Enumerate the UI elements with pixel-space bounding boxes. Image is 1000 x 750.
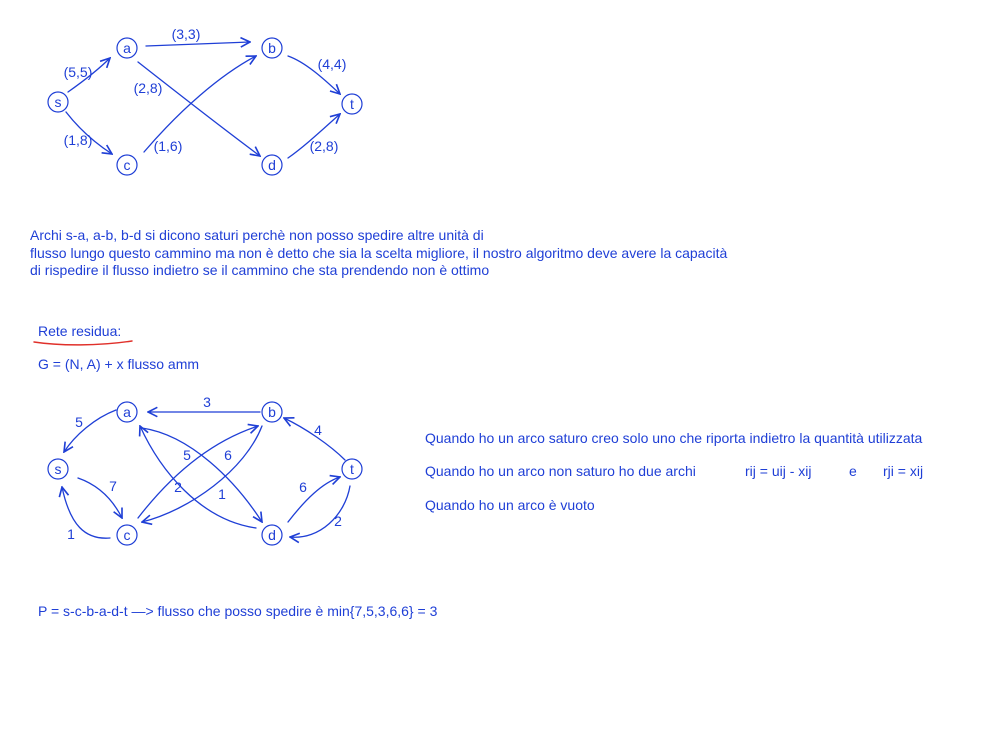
label-d-t: (2,8) [309, 138, 339, 154]
path-flow-line: P = s-c-b-a-d-t —> flusso che posso spedire è min{7,5,3,6,6} = 3 [38, 603, 438, 619]
svg-text:t: t [350, 96, 354, 112]
label-s-a: (5,5) [63, 64, 93, 80]
residual-title: Rete residua: [38, 323, 122, 339]
node-t [342, 94, 362, 114]
node-a [117, 402, 137, 422]
node-d [262, 155, 282, 175]
label-c-b: (1,6) [153, 138, 183, 154]
svg-text:s: s [54, 461, 62, 477]
label-b-t: (4,4) [317, 56, 347, 72]
node-s [48, 459, 68, 479]
node-b [262, 38, 282, 58]
edge-c-b [138, 426, 258, 518]
note-rij-formula: rij = uij - xij [745, 463, 812, 479]
edge-d-t [288, 477, 340, 522]
node-d [262, 525, 282, 545]
residual-network-graph [48, 394, 362, 545]
node-t [342, 459, 362, 479]
label-cross-6: 6 [224, 447, 232, 463]
svg-text:t: t [350, 461, 354, 477]
node-s [48, 92, 68, 112]
label-a-s: 5 [75, 414, 83, 430]
edge-d-a [140, 426, 256, 528]
note-arco-saturo: Quando ho un arco saturo creo solo uno che riporta indietro la quantità utilizzata [425, 430, 923, 446]
label-t-d: 2 [334, 513, 342, 529]
label-t-b: 4 [314, 422, 322, 438]
label-d-t: 6 [299, 479, 307, 495]
edge-a-d [142, 428, 262, 522]
svg-text:b: b [268, 404, 276, 420]
svg-text:d: d [268, 527, 276, 543]
node-a [117, 38, 137, 58]
edge-a-b [146, 42, 250, 46]
label-cross-2: 2 [174, 479, 182, 495]
edge-b-c [142, 426, 262, 522]
label-s-c: 7 [109, 478, 117, 494]
label-c-s: 1 [67, 526, 75, 542]
svg-text:b: b [268, 40, 276, 56]
label-a-b: (3,3) [171, 26, 201, 42]
svg-text:a: a [123, 40, 131, 56]
edge-a-s [64, 410, 116, 452]
svg-text:d: d [268, 157, 276, 173]
node-c [117, 155, 137, 175]
flow-network-graph [48, 26, 362, 175]
note-arco-non-saturo: Quando ho un arco non saturo ho due archi [425, 463, 696, 479]
label-s-c: (1,8) [63, 132, 93, 148]
paragraph-line-3: di rispedire il flusso indietro se il cammino che sta prendendo non è ottimo [30, 262, 490, 278]
note-rji-formula: rji = xij [883, 463, 924, 479]
label-b-a: 3 [203, 394, 211, 410]
label-cross-5: 5 [183, 447, 191, 463]
note-arco-vuoto: Quando ho un arco è vuoto [425, 497, 595, 513]
svg-text:s: s [54, 94, 62, 110]
node-c [117, 525, 137, 545]
paragraph-line-1: Archi s-a, a-b, b-d si dicono saturi perchè non posso spedire altre unità di [30, 227, 484, 243]
title-underline [34, 341, 132, 345]
node-b [262, 402, 282, 422]
label-a-d: (2,8) [133, 80, 163, 96]
residual-formula: G = (N, A) + x flusso amm [38, 356, 200, 372]
svg-text:c: c [123, 157, 131, 173]
svg-text:a: a [123, 404, 131, 420]
note-e: e [849, 463, 857, 479]
svg-text:c: c [123, 527, 131, 543]
label-cross-1: 1 [218, 486, 226, 502]
paragraph-line-2: flusso lungo questo cammino ma non è detto che sia la scelta migliore, il nostro algoritmo deve avere la capacità [30, 245, 728, 261]
